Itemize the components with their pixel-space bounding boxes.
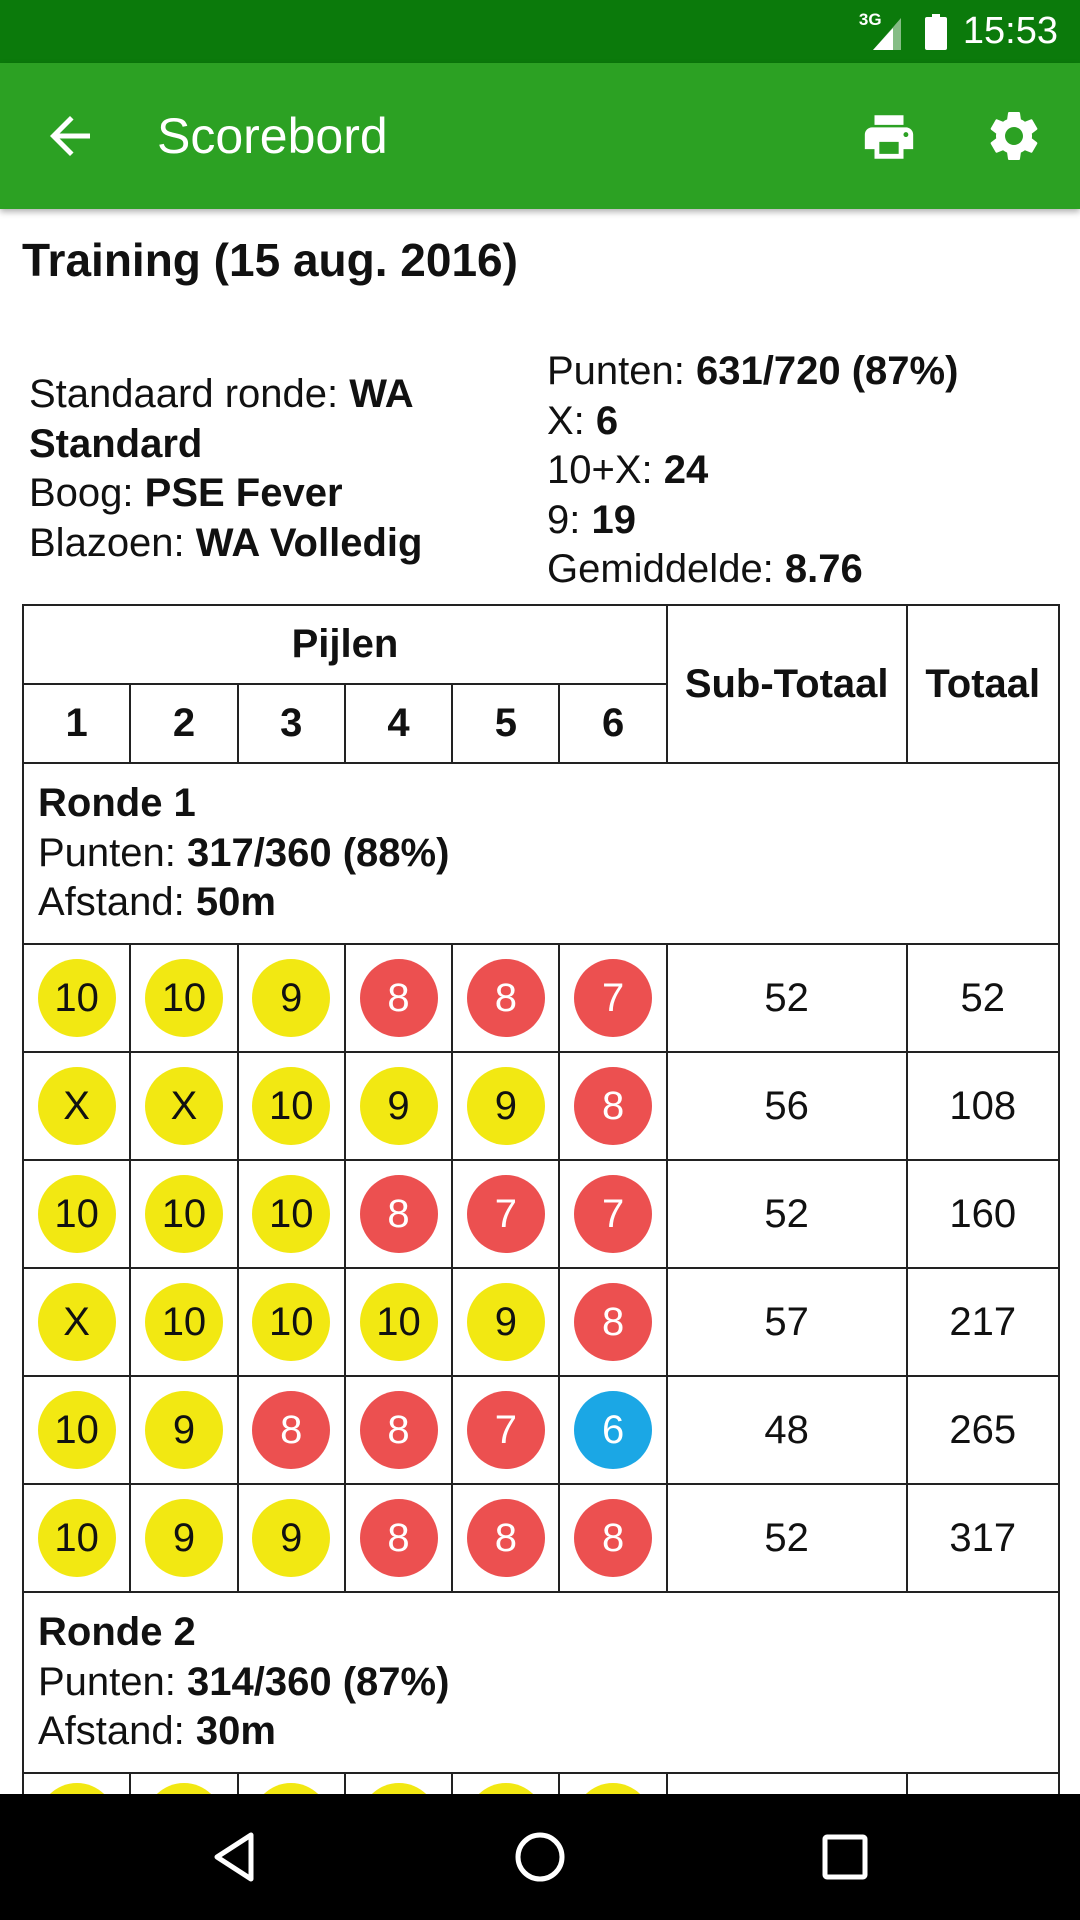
round-points: 314/360 (87%) [187, 1659, 450, 1704]
arrow-score-dot: 8 [360, 1391, 438, 1469]
end-row[interactable] [23, 1773, 1059, 1794]
arrow-score-dot: 10 [252, 1175, 330, 1253]
arrow-score-dot [38, 1783, 116, 1794]
end-subtotal: 52 [667, 1484, 907, 1592]
arrow-cell [238, 1484, 345, 1592]
info-value: WA Standard [29, 372, 413, 466]
arrow-score-dot: 8 [574, 1067, 652, 1145]
arrow-score-dot: 9 [467, 1067, 545, 1145]
arrow-score-dot: 10 [252, 1283, 330, 1361]
end-total: 160 [907, 1160, 1060, 1268]
round-info [29, 370, 469, 568]
arrow-cell [23, 1268, 130, 1376]
end-total: 108 [907, 1052, 1060, 1160]
arrow-score-dot: X [38, 1283, 116, 1361]
network-type: 3G [858, 9, 882, 29]
arrow-score-dot: 8 [574, 1283, 652, 1361]
arrow-score-dot [467, 1783, 545, 1794]
arrow-score-dot: 8 [360, 959, 438, 1037]
arrow-cell [238, 1160, 345, 1268]
end-total: 317 [907, 1484, 1060, 1592]
battery-icon [925, 14, 947, 50]
page-title: Scorebord [157, 108, 388, 164]
info-line [547, 397, 1067, 447]
arrow-score-dot: 9 [252, 959, 330, 1037]
nav-home-icon[interactable] [510, 1827, 570, 1887]
arrow-score-dot: 10 [38, 1391, 116, 1469]
arrow-cell [238, 1052, 345, 1160]
arrow-cell [130, 1052, 237, 1160]
arrow-cell [559, 1484, 666, 1592]
subtotal-header: Sub-Totaal [667, 605, 907, 763]
cellular-signal-icon [858, 9, 909, 52]
info-line [547, 496, 1067, 546]
clock: 15:53 [962, 10, 1058, 52]
arrow-cell [130, 1484, 237, 1592]
arrow-score-dot: 10 [145, 959, 223, 1037]
info-label: Blazoen: [29, 520, 196, 565]
arrow-cell [345, 1160, 452, 1268]
info-label: Punten: [547, 349, 697, 393]
info-value: PSE Fever [144, 471, 343, 515]
arrow-cell [23, 1376, 130, 1484]
end-subtotal: 57 [667, 1268, 907, 1376]
score-table [22, 604, 1060, 1794]
arrow-score-dot: 10 [145, 1283, 223, 1361]
arrow-number-header: 1 [23, 684, 130, 763]
arrow-cell [130, 1160, 237, 1268]
arrow-score-dot: 6 [574, 1391, 652, 1469]
arrow-cell [345, 1484, 452, 1592]
arrow-cell [238, 1773, 345, 1794]
round-distance: 50m [195, 880, 276, 925]
arrow-score-dot [360, 1783, 438, 1794]
round-distance-label: Afstand: [38, 880, 196, 925]
arrow-score-dot: 8 [574, 1499, 652, 1577]
arrow-score-dot: 8 [467, 959, 545, 1037]
arrow-cell [130, 1376, 237, 1484]
arrow-cell [23, 1484, 130, 1592]
arrow-cell [559, 1268, 666, 1376]
arrow-cell [452, 944, 559, 1052]
info-line [29, 469, 469, 519]
arrow-cell [559, 1052, 666, 1160]
round-points-label: Punten: [38, 830, 188, 875]
arrow-score-dot: 10 [38, 959, 116, 1037]
status-bar [0, 0, 1080, 63]
info-value: 19 [591, 497, 636, 542]
arrow-number-header: 5 [452, 684, 559, 763]
arrow-score-dot: X [145, 1067, 223, 1145]
end-row[interactable] [23, 1268, 1059, 1376]
info-label: Boog: [29, 471, 145, 515]
info-value: 6 [595, 398, 619, 443]
info-line [29, 370, 469, 469]
arrow-cell [452, 1160, 559, 1268]
arrow-score-dot: 7 [467, 1391, 545, 1469]
arrow-score-dot: 10 [38, 1175, 116, 1253]
arrow-cell [452, 1773, 559, 1794]
arrow-score-dot: 8 [360, 1175, 438, 1253]
round-distance: 30m [195, 1709, 276, 1754]
info-value: WA Volledig [195, 520, 423, 565]
arrow-score-dot: 10 [360, 1283, 438, 1361]
info-line [547, 446, 1067, 496]
end-row[interactable] [23, 1376, 1059, 1484]
arrow-score-dot [574, 1783, 652, 1794]
end-total [907, 1773, 1060, 1794]
end-row[interactable] [23, 1484, 1059, 1592]
arrow-cell [238, 1376, 345, 1484]
round-info-cell [23, 1592, 1059, 1773]
info-label: 10+X: [547, 448, 664, 492]
training-title: Training (15 aug. 2016) [22, 234, 518, 286]
arrow-cell [345, 1773, 452, 1794]
info-label: Standaard ronde: [29, 372, 350, 416]
arrow-score-dot: 8 [360, 1499, 438, 1577]
arrow-score-dot: 10 [252, 1067, 330, 1145]
arrow-cell [452, 1052, 559, 1160]
round-distance-label: Afstand: [38, 1709, 196, 1754]
arrow-cell [559, 944, 666, 1052]
arrow-score-dot: 7 [574, 959, 652, 1037]
end-row[interactable] [23, 944, 1059, 1052]
arrow-number-header: 3 [238, 684, 345, 763]
total-header: Totaal [907, 605, 1060, 763]
arrow-cell [345, 944, 452, 1052]
round-name: Ronde 2 [38, 1610, 196, 1655]
info-label: 9: [547, 497, 592, 542]
arrow-score-dot: 10 [145, 1175, 223, 1253]
arrow-cell [345, 1376, 452, 1484]
arrow-cell [559, 1376, 666, 1484]
arrow-score-dot: 9 [145, 1499, 223, 1577]
arrow-score-dot: 7 [574, 1175, 652, 1253]
arrow-score-dot [252, 1783, 330, 1794]
arrow-cell [23, 1160, 130, 1268]
end-row[interactable] [23, 1052, 1059, 1160]
score-summary [547, 347, 1067, 595]
arrow-cell [23, 1773, 130, 1794]
arrow-score-dot: 8 [252, 1391, 330, 1469]
info-value: 24 [663, 448, 709, 492]
arrow-cell [130, 944, 237, 1052]
arrow-cell [238, 944, 345, 1052]
end-subtotal: 52 [667, 944, 907, 1052]
end-total: 217 [907, 1268, 1060, 1376]
back-arrow-icon[interactable] [40, 106, 100, 166]
round-info-cell [23, 763, 1059, 944]
round-points-label: Punten: [38, 1659, 188, 1704]
arrow-cell [345, 1268, 452, 1376]
arrow-score-dot: 9 [145, 1391, 223, 1469]
round-header-row [23, 1592, 1059, 1773]
arrow-score-dot [145, 1783, 223, 1794]
end-total: 52 [907, 944, 1060, 1052]
info-line [547, 545, 1067, 595]
arrows-header: Pijlen [23, 605, 667, 684]
end-subtotal [667, 1773, 907, 1794]
settings-gear-icon[interactable] [984, 106, 1044, 166]
info-value: 631/720 (87%) [696, 349, 959, 393]
round-name: Ronde 1 [38, 781, 196, 826]
arrow-cell [452, 1268, 559, 1376]
arrow-cell [23, 1052, 130, 1160]
scoreboard-content [0, 209, 1080, 1794]
arrow-cell [452, 1484, 559, 1592]
arrow-score-dot: 9 [252, 1499, 330, 1577]
arrow-cell [559, 1773, 666, 1794]
arrow-number-header: 6 [559, 684, 666, 763]
arrow-cell [559, 1160, 666, 1268]
arrow-cell [23, 944, 130, 1052]
arrow-score-dot: 9 [467, 1283, 545, 1361]
arrow-cell [130, 1773, 237, 1794]
info-label: X: [547, 398, 596, 443]
nav-recents-icon[interactable] [815, 1827, 875, 1887]
arrow-score-dot: 10 [38, 1499, 116, 1577]
arrow-score-dot: X [38, 1067, 116, 1145]
round-header-row [23, 763, 1059, 944]
arrow-cell [238, 1268, 345, 1376]
arrow-score-dot: 9 [360, 1067, 438, 1145]
info-value: 8.76 [784, 547, 863, 591]
info-line [547, 347, 1067, 397]
end-subtotal: 56 [667, 1052, 907, 1160]
info-line [29, 519, 469, 569]
end-row[interactable] [23, 1160, 1059, 1268]
round-points: 317/360 (88%) [187, 830, 450, 875]
nav-back-icon[interactable] [205, 1827, 265, 1887]
arrow-cell [130, 1268, 237, 1376]
arrow-cell [452, 1376, 559, 1484]
navigation-bar [0, 1794, 1080, 1920]
end-subtotal: 48 [667, 1376, 907, 1484]
arrow-number-header: 4 [345, 684, 452, 763]
end-subtotal: 52 [667, 1160, 907, 1268]
app-bar [0, 63, 1080, 209]
arrow-score-dot: 8 [467, 1499, 545, 1577]
arrow-number-header: 2 [130, 684, 237, 763]
arrow-cell [345, 1052, 452, 1160]
info-label: Gemiddelde: [547, 547, 785, 591]
print-icon[interactable] [860, 108, 918, 166]
end-total: 265 [907, 1376, 1060, 1484]
arrow-score-dot: 7 [467, 1175, 545, 1253]
